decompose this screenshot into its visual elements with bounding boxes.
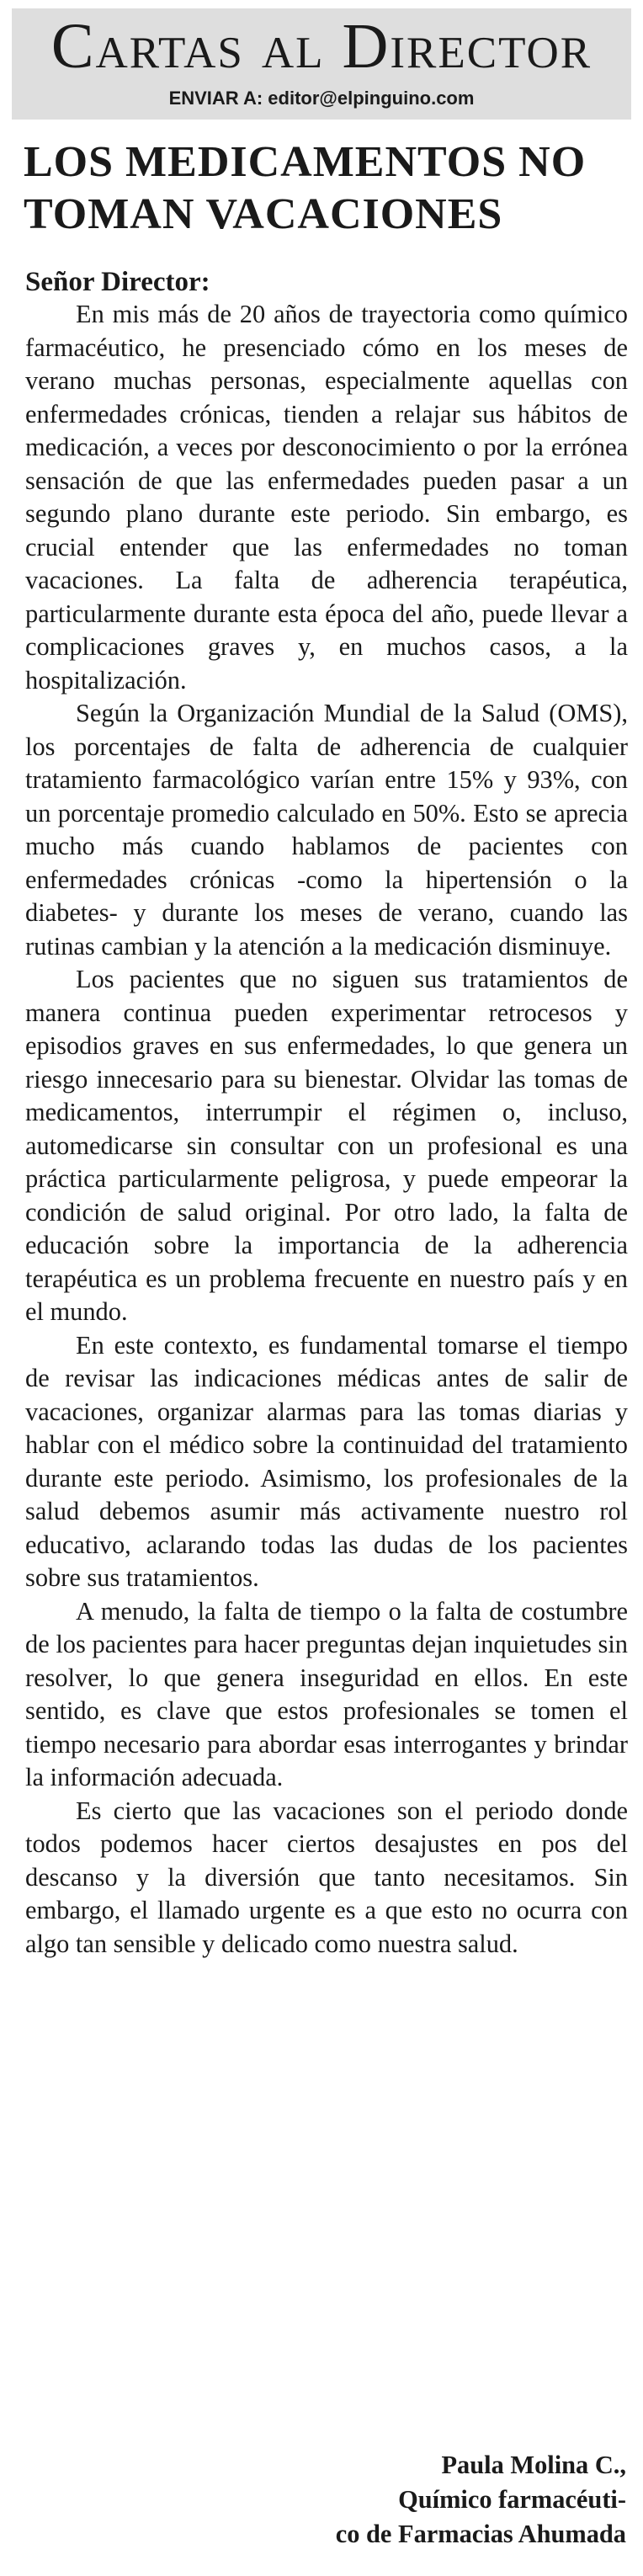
letter-paragraph: Según la Organización Mundial de la Salud (OMS), los porcentajes de falta de adherencia de cualquier tratamiento farmacológico varían entre 15% y 93%, con un porcentaje promedio calculado en 50%. Esto se aprecia mucho más cuando hablamos de pacientes con enfermedades crónicas -como la hipertensión o la diabetes- y durante los meses de verano, cuando las rutinas cambian y la atención a la medicación disminuye.: [25, 699, 628, 961]
signature-title-line-1: Químico farmacéuti-: [398, 2485, 626, 2514]
letter-paragraph: A menudo, la falta de tiempo o la falta de costumbre de los pacientes para hacer preguntas dejan inquietudes sin resolver, lo que genera inseguridad en ellos. En este sentido, es clave que estos profesionales se tomen el tiempo necesario para abordar esas interrogantes y brindar la información adecuada.: [25, 1596, 628, 1791]
letter-salutation: Señor Director:: [25, 267, 210, 297]
letter-paragraph: Es cierto que las vacaciones son el periodo donde todos podemos hacer ciertos desajustes en pos del descanso y la diversión que tanto necesitamos. Sin embargo, el llamado urgente es a que esto no ocurra con algo tan sensible y delicado como nuestra salud.: [25, 1796, 628, 1958]
letter-paragraph: En este contexto, es fundamental tomarse el tiempo de revisar las indicaciones médicas antes de salir de vacaciones, organizar alarmas para las tomas diarias y hablar con el médico sobre la continuidad del tratamiento durante este periodo. Asimismo, los profesionales de la salud debemos asumir más activamente nuestro rol educativo, aclarando todas las dudas de los pacientes sobre sus tratamientos.: [25, 1330, 628, 1592]
letter-paragraph: Los pacientes que no siguen sus tratamientos de manera continua pueden experimentar retrocesos y episodios graves en sus enfermedades, lo que genera un riesgo innecesario para su bienestar. Olvidar las tomas de medicamentos, interrumpir el régimen o, incluso, automedicarse sin consultar con un profesional es una práctica particularmente peligrosa, y puede empeorar la condición de salud original. Por otro lado, la falta de educación sobre la importancia de la adherencia terapéutica es un problema frecuente en nuestro país y en el mundo.: [25, 965, 628, 1326]
letter-headline: LOS MEDICAMENTOS NO TOMAN VACACIONES: [24, 138, 587, 238]
letter-paragraph: En mis más de 20 años de trayectoria como químico farmacéutico, he presenciado cómo en los meses de verano muchas personas, especialmente aquellas con enfermedades crónicas, tienden a relajar sus hábitos de medicación, a veces por desconocimiento o por la errónea sensación de que las enfermedades pueden pasar a un segundo plano durante este periodo. Sin embargo, es crucial entender que las enfermedades no toman vacaciones. La falta de adherencia terapéutica, particularmente durante esta época del año, puede llevar a complicaciones graves y, en muchos casos, a la hospitalización.: [25, 300, 628, 695]
signature-title-line-2: co de Farmacias Ahumada: [335, 2520, 626, 2548]
section-header: [12, 8, 631, 120]
contact-email-line: ENVIAR A: editor@elpinguino.com: [168, 88, 475, 109]
letter-body: [25, 298, 628, 1961]
signature-name: Paula Molina C.,: [441, 2451, 626, 2479]
section-title: Cartas al Director: [50, 11, 593, 82]
letter-signature: [336, 2448, 626, 2552]
